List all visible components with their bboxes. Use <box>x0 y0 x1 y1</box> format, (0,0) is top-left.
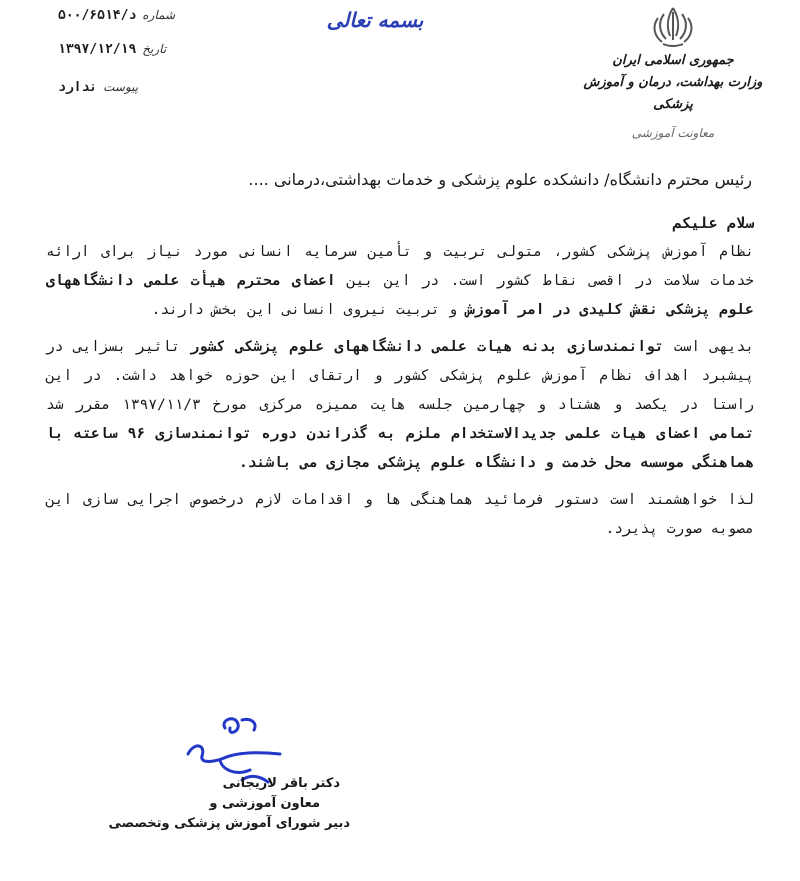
paragraph-1-text-b: و تربیت نیروی انسانی این بخش دارند. <box>151 302 466 318</box>
letterhead-department: معاونت آموزشی <box>631 126 715 140</box>
letter-attachment <box>58 80 218 95</box>
letter-body <box>46 208 754 544</box>
paragraph-2-bold-a: توانمندسازی بدنه هیات علمی دانشگاههای علوم پزشکی کشور <box>190 339 664 355</box>
date-label: تاریخ <box>142 42 167 56</box>
date-value: ۱۳۹۷/۱۲/۱۹ <box>58 42 137 57</box>
signature-block <box>108 700 350 870</box>
letterhead-ministry: وزارت بهداشت، درمان و آموزش پزشکی <box>583 75 763 112</box>
letter-date <box>58 42 218 57</box>
signatory-title-2: دبیر شورای آموزش پزشکی وتخصصی <box>108 816 350 831</box>
bismillah-heading: بسمه تعالی <box>326 8 424 32</box>
paragraph-1 <box>46 238 754 325</box>
paragraph-1-text-a: نظام آموزش پزشکی کشور، متولی تربیت و تأمین سرمایه انسانی مورد نیاز برای ارائه خدمات سلامت در اقصی نقاط کشور است. در این بین <box>46 244 755 289</box>
attachment-label: پیوست <box>103 80 139 94</box>
letterhead-country: جمهوری اسلامی ایران <box>612 53 734 68</box>
greeting: سلام علیکم <box>672 214 754 232</box>
signatory-name: دکتر باقر لاریجانی <box>222 776 340 791</box>
paragraph-2 <box>46 333 754 478</box>
paragraph-2-bold-b: تمامی اعضای هیات علمی جدیدالاستخدام ملزم به گذراندن دوره توانمندسازی ۹۶ ساعته با هماهنگی موسسه محل خدمت و دانشگاه علوم پزشکی مجازی می باشند. <box>46 426 754 471</box>
number-value: د/۵۰۰/۶۵۱۴ <box>58 8 137 23</box>
paragraph-1-bold: اعضای محترم هیأت علمی دانشگاههای علوم پزشکی نقش کلیدی در امر آموزش <box>46 273 754 318</box>
paragraph-3: لذا خواهشمند است دستور فرمائید هماهنگی ها و اقدامات لازم درخصوص اجرایی سازی این مصوبه صورت پذیرد. <box>46 492 754 537</box>
iran-emblem-icon <box>648 4 698 50</box>
signatory-title-1: معاون آموزشی و <box>209 796 320 811</box>
recipient-line: رئیس محترم دانشگاه/ دانشکده علوم پزشکی و خدمات بهداشتی،درمانی .... <box>248 170 752 189</box>
number-label: شماره <box>142 8 176 22</box>
letterhead <box>568 4 778 144</box>
attachment-value: ندارد <box>58 80 98 95</box>
letter-number <box>58 8 218 23</box>
paragraph-2-text-b: تاثیر بسزایی در پیشبرد اهداف نظام آموزش علوم پزشکی کشور و ارتقای این حوزه خواهد داشت. در این راستا در یکصد و هشتاد و چهارمین جلسه هایت ممیزه مرکزی مورخ ۱۳۹۷/۱۱/۳ مقرر شد <box>46 339 754 413</box>
paragraph-2-text-a: بدیهی است <box>663 339 754 355</box>
